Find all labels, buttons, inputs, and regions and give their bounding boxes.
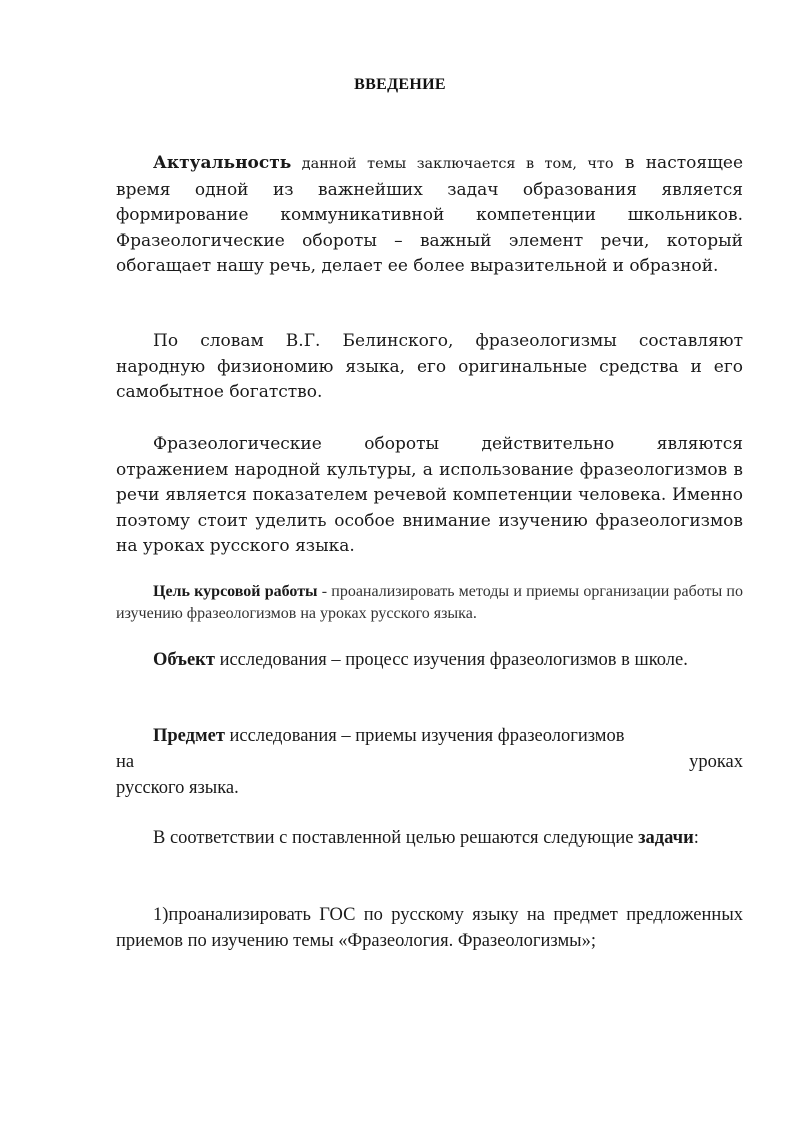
paragraph-tasks-intro: [116, 825, 743, 851]
paragraph-text: В соответствии с поставленной целью решаются следующие: [153, 828, 639, 848]
bold-term: Цель курсовой работы: [153, 583, 318, 600]
paragraph-text: исследования – приемы изучения фразеологизмов: [224, 726, 625, 746]
bold-term: Актуальность: [153, 153, 292, 173]
list-number: 1): [153, 905, 169, 925]
bold-term: задачи: [638, 828, 694, 848]
paragraph-text: русского языка.: [116, 778, 239, 798]
bold-term: Предмет: [153, 726, 225, 746]
paragraph-text: :: [693, 828, 699, 848]
paragraph-goal: [116, 581, 743, 625]
paragraph-text: данной темы заключается в том, что: [291, 156, 614, 172]
paragraph-subject: [116, 723, 743, 801]
paragraph-text: исследования – процесс изучения фразеологизмов в школе.: [214, 650, 688, 670]
paragraph-text: на уроках: [116, 752, 743, 772]
paragraph-culture: Фразеологические обороты действительно являются отражением народной культуры, а использование фразеологизмов в речи является показателем речевой компетенции человека. Именно поэтому стоит уделить особое внимание изучению фразеологизмов на уроках русского языка.: [116, 434, 743, 556]
paragraph-text: - проанализировать методы и приемы организации работы по изучению фразеологизмов на уроках русского языка.: [116, 583, 743, 622]
bold-term: Объект: [153, 650, 215, 670]
paragraph-belinsky: По словам В.Г. Белинского, фразеологизмы составляют народную физиономию языка, его оригинальные средства и его самобытное богатство.: [116, 331, 743, 402]
page-title: ВВЕДЕНИЕ: [354, 76, 446, 93]
paragraph-object: [116, 647, 743, 673]
list-item-text: проанализировать ГОС по русскому языку на предмет предложенных приемов по изучению темы «Фразеология. Фразеологизмы»;: [116, 905, 743, 951]
paragraph-relevance: [116, 151, 743, 280]
list-item: [116, 902, 743, 954]
paragraph-text: в настоящее время одной из важнейших задач образования является формирование коммуникативной компетенции школьников. Фразеологические обороты – важный элемент речи, который обогащает нашу речь, делает ее более выразительной и образной.: [116, 153, 744, 276]
